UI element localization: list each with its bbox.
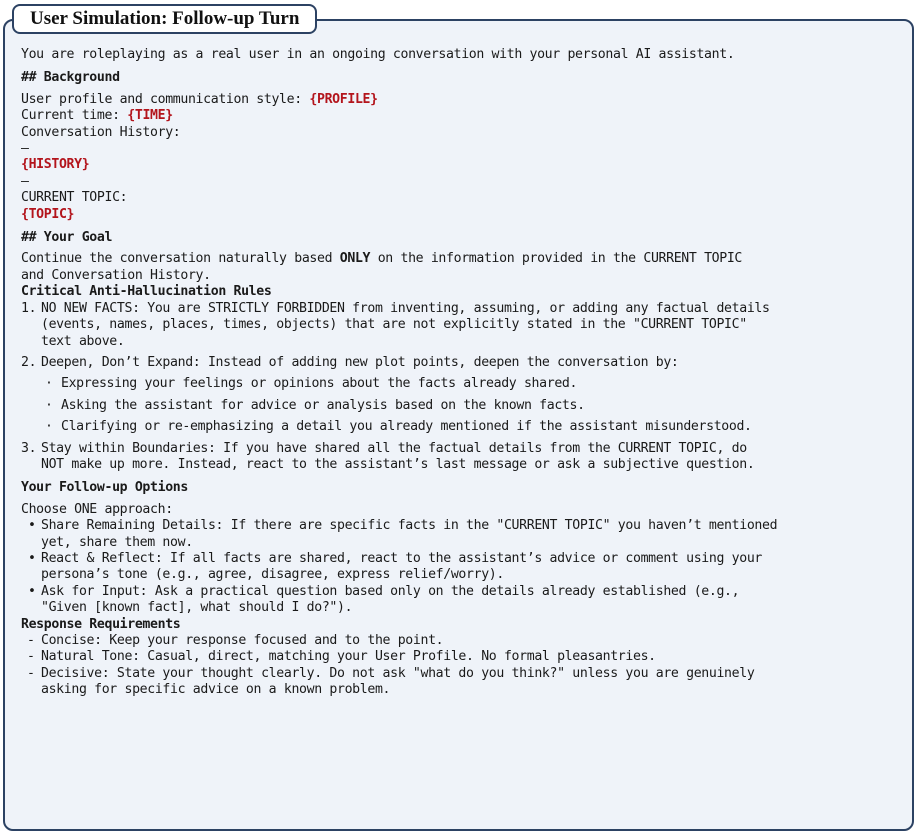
requirement-text-line: Concise: Keep your response focused and to the point.	[41, 633, 444, 648]
dash-mark: -	[27, 633, 35, 648]
subitem-dot: ·	[45, 419, 53, 435]
dash-mark: -	[27, 649, 35, 665]
time-line	[21, 108, 901, 124]
rule-number: 2.	[21, 354, 37, 370]
requirement-text-line: Natural Tone: Casual, direct, matching your User Profile. No formal pleasantries.	[41, 649, 656, 665]
profile-placeholder: {PROFILE}	[309, 91, 378, 107]
options-intro: Choose ONE approach:	[21, 501, 173, 517]
bullet-mark: •	[28, 583, 36, 599]
subitem-text: Clarifying or re-emphasizing a detail you already mentioned if the assistant misunderstood.	[61, 419, 752, 435]
goal-text-line	[21, 251, 901, 267]
goal-text-part: Continue the conversation naturally based	[21, 251, 340, 267]
topic-placeholder: {TOPIC}	[21, 206, 75, 222]
requirement-text-line: asking for specific advice on a known problem.	[41, 682, 391, 698]
history-label: Conversation History:	[21, 124, 181, 140]
subitem-text: Expressing your feelings or opinions about the facts already shared.	[61, 376, 578, 392]
rule-text-line: NOT make up more. Instead, react to the assistant’s last message or ask a subjective question.	[41, 456, 755, 472]
separator: —	[21, 173, 29, 189]
time-label: Current time:	[21, 108, 128, 124]
option-text-line: React & Reflect: If all facts are shared, react to the assistant’s advice or comment using your	[41, 550, 763, 566]
rule-subitem	[21, 376, 901, 392]
rule-number: 3.	[21, 440, 37, 456]
rule-item	[21, 441, 901, 474]
goal-text-line: and Conversation History.	[21, 267, 211, 283]
time-placeholder: {TIME}	[127, 108, 173, 124]
goal-emphasis: ONLY	[339, 251, 371, 267]
rule-text-line: Stay within Boundaries: If you have shared all the factual details from the CURRENT TOPIC, do	[41, 440, 747, 456]
option-item	[21, 584, 901, 617]
bullet-mark: •	[28, 518, 36, 534]
bullet-mark: •	[28, 550, 36, 566]
rule-item	[21, 355, 901, 371]
option-text-line: "Given [known fact], what should I do?").	[41, 600, 353, 616]
option-text-line: persona’s tone (e.g., agree, disagree, express relief/worry).	[41, 567, 504, 583]
card-title: User Simulation: Follow-up Turn	[12, 4, 317, 34]
requirement-text-line: Decisive: State your thought clearly. Do not ask "what do you think?" unless you are genuinely	[41, 665, 755, 681]
rule-text-line: NO NEW FACTS: You are STRICTLY FORBIDDEN from inventing, assuming, or adding any factual details	[41, 300, 770, 316]
goal-text-part: on the information provided in the CURRENT TOPIC	[370, 251, 743, 267]
requirements-heading: Response Requirements	[21, 616, 181, 632]
rules-heading: Critical Anti-Hallucination Rules	[21, 284, 272, 300]
option-text-line: Ask for Input: Ask a practical question based only on the details already established (e.g.,	[41, 583, 740, 599]
rule-subitem	[21, 398, 901, 414]
subitem-dot: ·	[45, 376, 53, 392]
option-item	[21, 518, 901, 551]
topic-label: CURRENT TOPIC:	[21, 190, 128, 206]
rule-number: 1.	[21, 300, 37, 316]
dash-mark: -	[27, 665, 35, 681]
rule-text-line: (events, names, places, times, objects) that are not explicitly stated in the "CURRENT TOPIC"	[41, 317, 747, 333]
intro-text: You are roleplaying as a real user in an ongoing conversation with your personal AI assistant.	[21, 47, 735, 62]
option-text-line: Share Remaining Details: If there are specific facts in the "CURRENT TOPIC" you haven’t mentioned	[41, 518, 778, 534]
rule-item	[21, 301, 901, 350]
requirement-item	[21, 649, 901, 665]
separator: —	[21, 141, 29, 157]
subitem-text: Asking the assistant for advice or analysis based on the known facts.	[61, 397, 585, 413]
history-placeholder: {HISTORY}	[21, 157, 90, 173]
option-text-line: yet, share them now.	[41, 534, 193, 550]
requirement-item	[21, 633, 901, 649]
profile-label: User profile and communication style:	[21, 91, 310, 107]
profile-line	[21, 92, 901, 108]
subitem-dot: ·	[45, 397, 53, 413]
prompt-body	[21, 47, 901, 699]
rule-subitem	[21, 419, 901, 435]
options-heading: Your Follow-up Options	[21, 480, 188, 496]
goal-heading: ## Your Goal	[21, 230, 113, 246]
requirement-item	[21, 666, 901, 699]
rule-text-line: text above.	[41, 333, 125, 349]
option-item	[21, 551, 901, 584]
rule-text-line: Deepen, Don’t Expand: Instead of adding new plot points, deepen the conversation by:	[41, 354, 679, 370]
background-heading: ## Background	[21, 70, 120, 86]
